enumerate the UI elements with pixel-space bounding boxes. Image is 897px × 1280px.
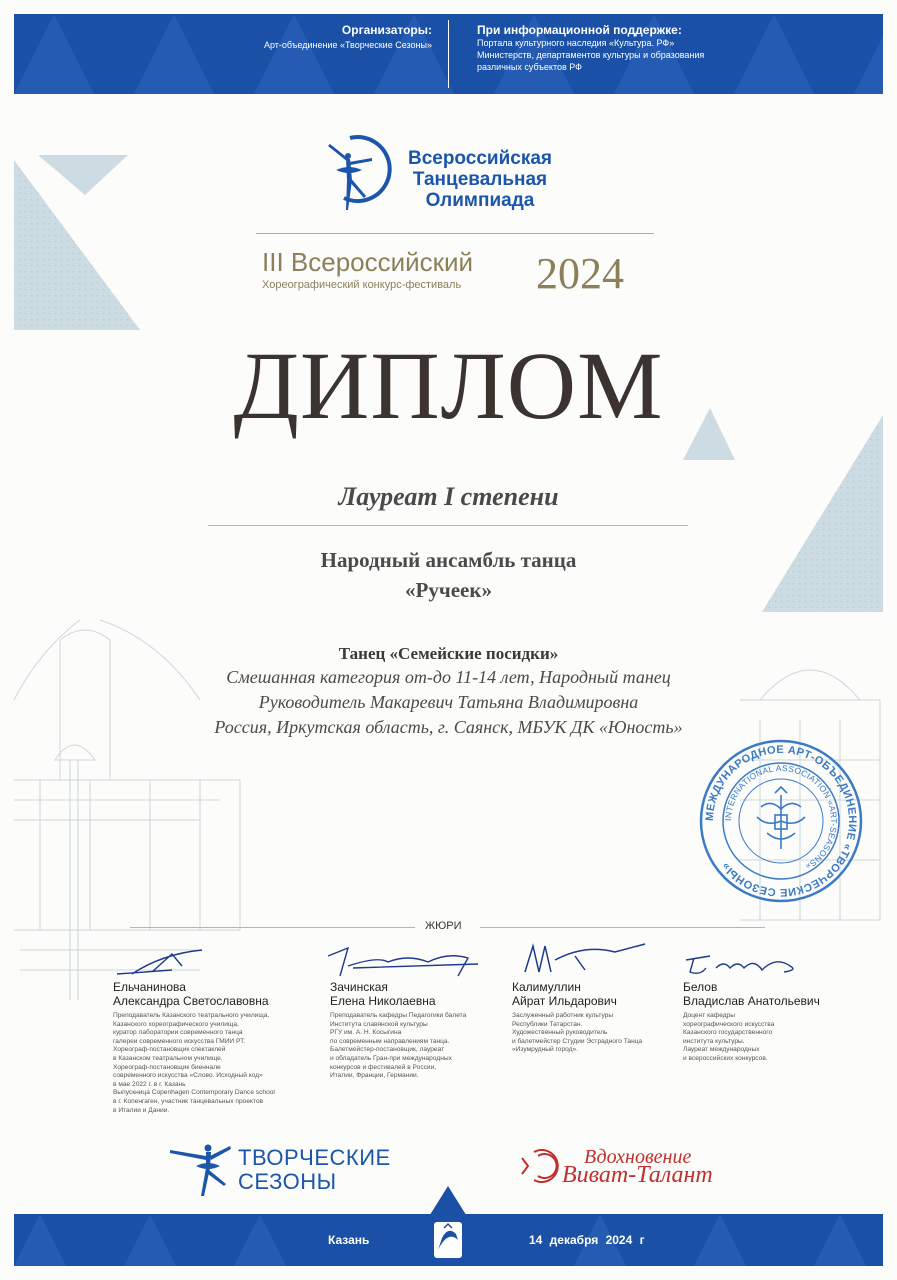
jury-member-4 <box>683 980 858 1064</box>
judge-name: Владислав Анатольевич <box>683 994 820 1008</box>
support-line: различных субъектов РФ <box>477 62 583 72</box>
ensemble-title: «Ручеек» <box>405 578 492 602</box>
ensemble-name: Народный ансамбль танца <box>320 548 577 572</box>
desc-line: «Изумрудный город». <box>512 1046 578 1054</box>
dance-name: Танец «Семейские посидки» <box>338 644 559 663</box>
desc-line: конкурсов и фестивалей в России, <box>330 1063 437 1071</box>
desc-line: в Италии и Дании. <box>113 1106 170 1114</box>
desc-line: Преподаватель кафедры Педагогики балета <box>330 1012 467 1019</box>
dancer-logo-icon <box>168 1140 234 1200</box>
jury-member-3 <box>512 980 687 1055</box>
judge-surname: Ельчанинова <box>113 980 186 994</box>
desc-line: куратор лаборатории современного танца <box>113 1029 243 1037</box>
vdoh-emblem-icon <box>514 1146 560 1186</box>
header-divider <box>448 20 449 88</box>
desc-line: Казанского хореографического училища, <box>113 1020 239 1028</box>
desc-line: Лауреат международных <box>683 1046 760 1054</box>
judge-surname: Белов <box>683 980 718 994</box>
desc-line: Республики Татарстан. <box>512 1020 583 1028</box>
organizers <box>14 23 432 50</box>
desc-line: Преподаватель Казанского театрального училища, <box>113 1012 270 1019</box>
desc-line: Института славянской культуры <box>330 1020 428 1028</box>
judge-description <box>683 1012 858 1064</box>
stamp-ring-text: МЕЖДУНАРОДНОЕ АРТ-ОБЪЕДИНЕНИЕ «ТВОРЧЕСКИЕ СЕЗОНЫ» <box>703 743 859 899</box>
header-band <box>14 14 883 94</box>
desc-line: в Казанском театральном училище. <box>113 1054 223 1062</box>
festival-year: 2024 <box>536 249 624 298</box>
location-line: Россия, Иркутская область, г. Саянск, МБУК ДК «Юность» <box>214 717 683 737</box>
desc-line: по современным направлениям танца. <box>330 1037 450 1045</box>
judge-surname: Калимуллин <box>512 980 581 994</box>
signature-2 <box>318 936 488 984</box>
stamp-seal-icon <box>697 737 865 905</box>
olympiad-logo-text <box>375 148 585 211</box>
kazan-emblem-icon <box>398 1186 498 1266</box>
desc-line: Хореограф-постановщик биеннале <box>113 1063 221 1071</box>
logo-line: Олимпиада <box>425 190 535 211</box>
desc-line: Художественный руководитель <box>512 1029 608 1037</box>
signature-4 <box>680 946 810 980</box>
desc-line: и обладатель Гран-при международных <box>330 1054 452 1062</box>
seasons-logo-text <box>238 1146 391 1194</box>
jury-rule-right <box>480 927 765 928</box>
support-line: Министерств, департаментов культуры и образования <box>477 50 705 60</box>
title-rule <box>256 233 654 234</box>
festival-subtitle: Хореографический конкурс-фестиваль <box>262 279 462 291</box>
desc-line: и всероссийских конкурсов. <box>683 1054 768 1062</box>
desc-line: РГУ им. А. Н. Косыгина <box>330 1029 402 1037</box>
judge-name: Айрат Ильдарович <box>512 994 617 1008</box>
desc-line: галереи современного искусства ГМИИ РТ. <box>113 1037 246 1045</box>
desc-line: Хореограф-постановщик спектаклей <box>113 1046 226 1054</box>
desc-line: в г. Копенгаген, участник танцевальных проектов <box>113 1097 264 1105</box>
stamp-inner-text: INTERNATIONAL ASSOCIATION «ART-SEASONS» <box>722 762 840 872</box>
city: Казань <box>328 1233 370 1247</box>
desc-line: Заслуженный работник культуры <box>512 1012 614 1019</box>
support-line: Портала культурного наследия «Культура. РФ» <box>477 38 675 48</box>
laureate-degree: Лауреат I степени <box>338 482 559 511</box>
organizers-title: Организаторы: <box>341 23 432 37</box>
logo-line: Танцевальная <box>412 169 548 190</box>
desc-line: в мае 2022 г. в г. Казань <box>113 1080 186 1088</box>
jury-member-2 <box>330 980 510 1081</box>
judge-surname: Зачинская <box>330 980 388 994</box>
judge-description <box>113 1012 318 1115</box>
category-line: Смешанная категория от-до 11-14 лет, Народный танец <box>226 667 671 687</box>
vdoh-logo-text <box>562 1146 713 1188</box>
festival-title: III Всероссийский <box>262 247 474 277</box>
seasons-line: ТВОРЧЕСКИЕ <box>238 1145 391 1170</box>
desc-line: Доцент кафедры <box>683 1012 735 1019</box>
signature-3 <box>515 936 655 980</box>
diploma-title: ДИПЛОМ <box>233 332 664 439</box>
seasons-line: СЕЗОНЫ <box>238 1169 337 1194</box>
jury-rule-left <box>130 927 415 928</box>
desc-line: современного искусства «Слово. Исходный код» <box>113 1072 263 1080</box>
vdoh-line: Вдохновение <box>584 1146 692 1168</box>
desc-line: института культуры. <box>683 1037 745 1045</box>
organizers-text: Арт-объединение «Творческие Сезоны» <box>263 40 432 50</box>
desc-line: Казанского государственного <box>683 1029 773 1037</box>
jury-label: ЖЮРИ <box>425 920 462 932</box>
support-title: При информационной поддержке: <box>477 23 682 37</box>
signature-1 <box>112 944 222 980</box>
judge-name: Елена Николаевна <box>330 994 436 1008</box>
date: 14 декабря 2024 г <box>529 1233 645 1247</box>
laureate-rule <box>208 525 688 526</box>
desc-line: и балетмейстер Студии Эстрадного Танца <box>512 1037 643 1045</box>
info-support <box>477 23 857 73</box>
desc-line: Выпускница Copenhagen Contemporary Dance school <box>113 1089 275 1097</box>
vdoh-line: Виват-Талант <box>562 1162 713 1188</box>
desc-line: хореографического искусства <box>683 1020 775 1028</box>
desc-line: Италии, Франции, Германии. <box>330 1072 419 1080</box>
leader-line: Руководитель Макаревич Татьяна Владимировна <box>258 692 639 712</box>
judge-description <box>512 1012 687 1055</box>
jury-member-1 <box>113 980 318 1115</box>
logo-line: Всероссийская <box>407 148 553 169</box>
desc-line: Балетмейстер-постановщик, лауреат <box>330 1046 445 1054</box>
judge-name: Александра Светославовна <box>113 994 269 1008</box>
judge-description <box>330 1012 510 1081</box>
